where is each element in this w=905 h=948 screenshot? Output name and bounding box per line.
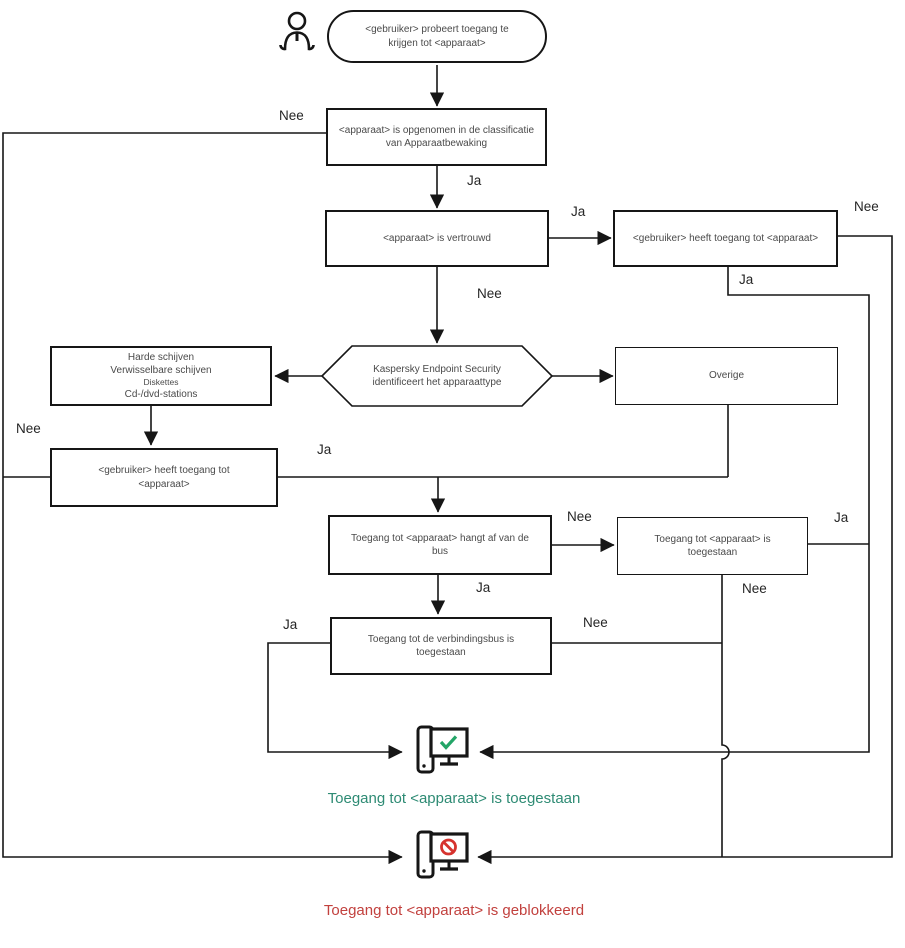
edge-label-bus-dependent-no: Nee — [567, 509, 592, 524]
device-type-diskettes: Diskettes — [143, 376, 179, 387]
node-access-allowed-line1: Toegang tot <apparaat> is — [654, 533, 771, 545]
pc-allowed-icon — [418, 727, 467, 772]
node-bus-allowed-line2: toegestaan — [416, 647, 466, 658]
device-type-hard-drives: Harde schijven — [127, 351, 195, 363]
node-user-access-left-line1: <gebruiker> heeft toegang tot — [98, 465, 230, 477]
node-user-access-left-line2: <apparaat> — [138, 478, 190, 490]
pc-blocked-icon — [418, 832, 467, 877]
edge-label-left-no: Nee — [16, 421, 41, 436]
node-identify-line1: Kaspersky Endpoint Security — [373, 363, 501, 375]
node-device-types — [50, 346, 272, 406]
node-other — [615, 347, 838, 405]
node-bus-allowed — [330, 617, 552, 675]
node-access-allowed-line2: toegestaan — [687, 547, 738, 558]
device-type-cd-dvd: Cd-/dvd-stations — [124, 389, 198, 401]
node-bus-dependent-line1: Toegang tot <apparaat> hangt af van de — [351, 532, 529, 544]
node-classification-line1: <apparaat> is opgenomen in de classificatie — [338, 124, 535, 136]
edge-label-bus-allowed-yes: Ja — [283, 617, 298, 632]
node-identify-line2: identificeert het apparaattype — [372, 377, 502, 388]
node-identify — [342, 347, 532, 405]
node-user-access-top-label: <gebruiker> heeft toegang tot <apparaat> — [632, 232, 819, 244]
result-blocked-caption: Toegang tot <apparaat> is geblokkeerd — [323, 902, 585, 919]
node-classification — [326, 108, 547, 166]
node-bus-allowed-line1: Toegang tot de verbindingsbus is — [367, 633, 515, 645]
result-allowed-caption: Toegang tot <apparaat> is toegestaan — [327, 790, 581, 807]
person-icon — [280, 13, 313, 49]
node-other-label: Overige — [708, 370, 744, 382]
edge-label-classification-no: Nee — [279, 108, 304, 123]
node-bus-dependent-line2: bus — [431, 546, 449, 557]
node-user-access-left — [50, 448, 278, 507]
node-start — [327, 10, 547, 63]
node-bus-dependent — [328, 515, 552, 575]
edge-label-bus-dependent-yes: Ja — [476, 580, 491, 595]
edge-label-classification-yes: Ja — [467, 173, 482, 188]
edge-label-user-top-yes: Ja — [739, 272, 754, 287]
node-trusted — [325, 210, 549, 267]
edge-label-trusted-no: Nee — [477, 286, 502, 301]
device-type-removable: Verwisselbare schijven — [110, 364, 212, 376]
node-classification-line2: van Apparaatbewaking — [385, 138, 488, 149]
node-start-line2: krijgen tot <apparaat> — [388, 37, 486, 49]
node-user-access-top — [613, 210, 838, 267]
edge-label-allowed-box-yes: Ja — [834, 510, 849, 525]
edge-label-trusted-yes: Ja — [571, 204, 586, 219]
node-trusted-label: <apparaat> is vertrouwd — [383, 232, 491, 244]
edge-label-bus-allowed-no: Nee — [583, 615, 608, 630]
edge-label-left-yes: Ja — [317, 442, 332, 457]
edge-label-allowed-box-no: Nee — [742, 581, 767, 596]
node-access-allowed-box — [617, 517, 808, 575]
node-start-line1: <gebruiker> probeert toegang te — [365, 24, 509, 36]
edge-label-user-top-no: Nee — [854, 199, 879, 214]
